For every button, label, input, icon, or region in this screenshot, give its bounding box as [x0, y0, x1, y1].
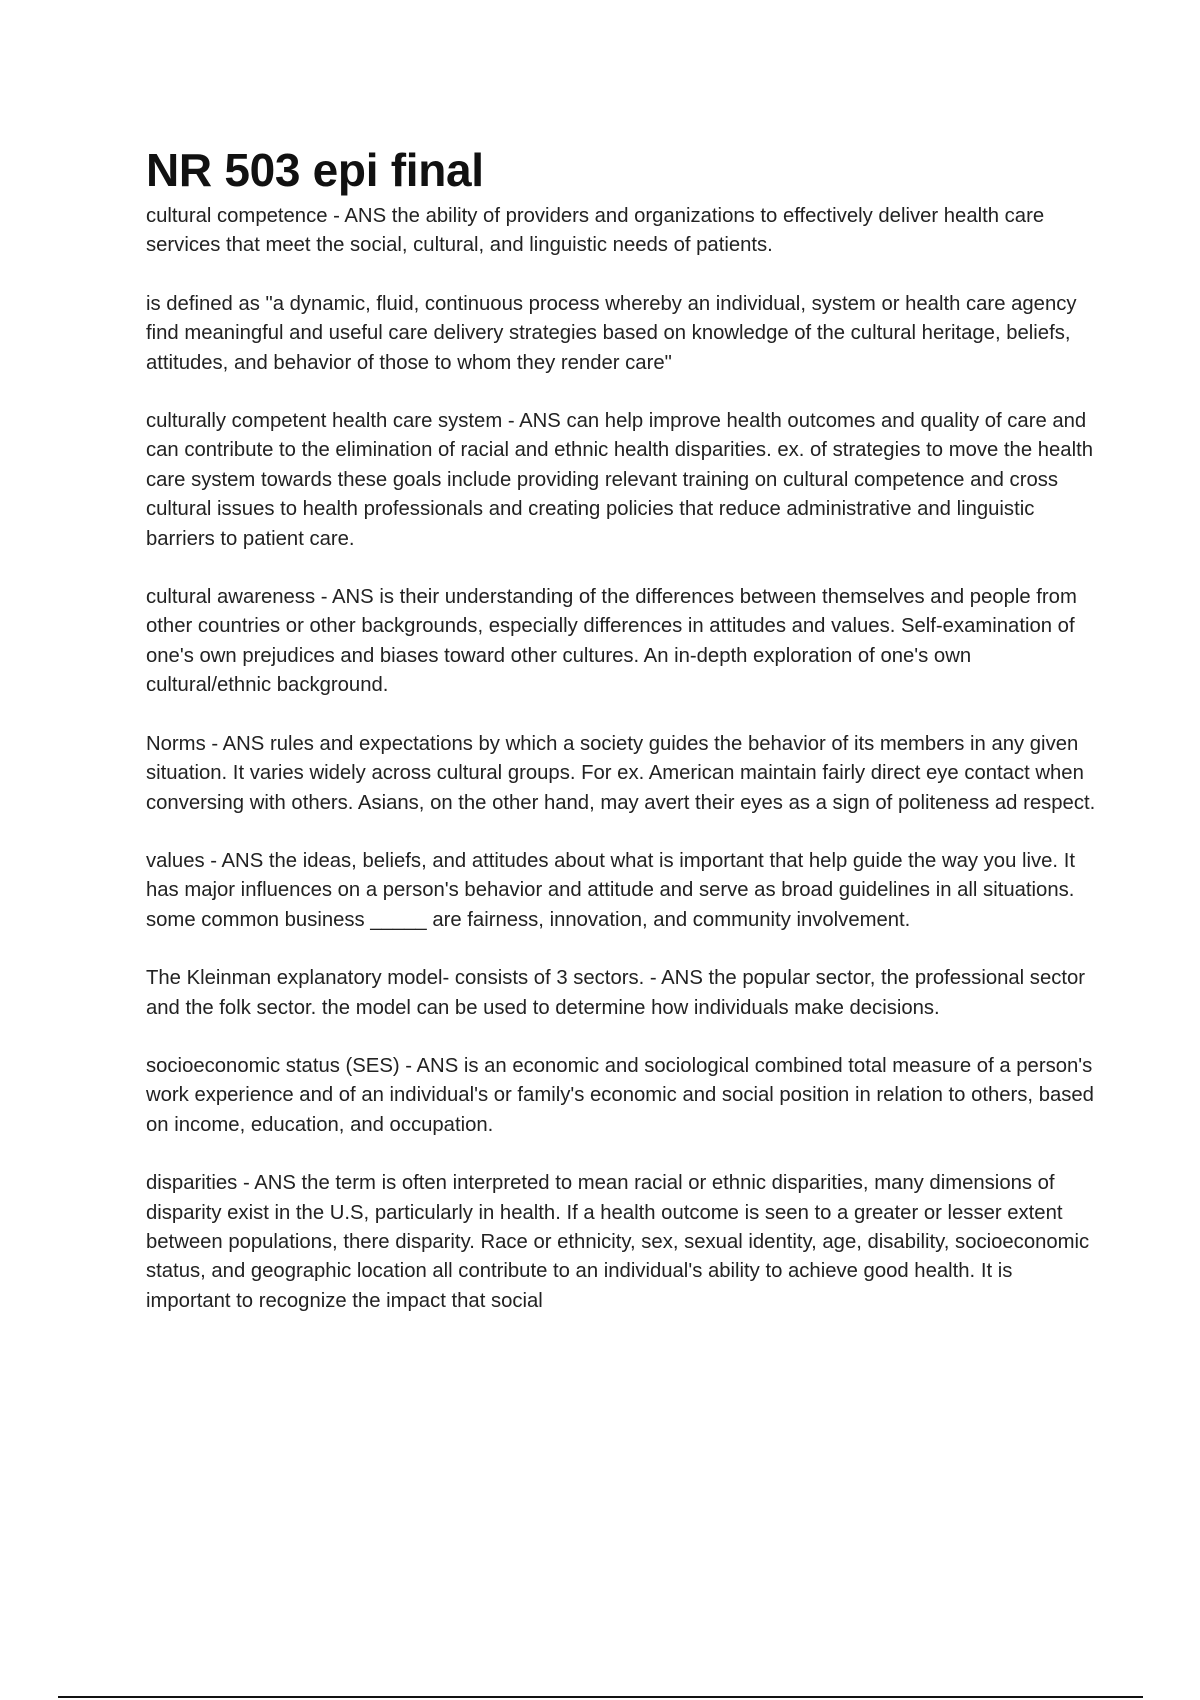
page-bottom-rule — [58, 1696, 1143, 1698]
entry-culturally-competent-system: culturally competent health care system - ANS can help improve health outcomes and quality of care and can contribute to the elimination of racial and ethnic health disparities. ex. of strategies to move the health care system towards these goals include providing relevant training on cultural competence and cross cultural issues to health professionals and creating policies that reduce administrative and linguistic barriers to patient care. — [146, 410, 1094, 550]
entry-socioeconomic-status: socioeconomic status (SES) - ANS is an economic and sociological combined total measure of a person's work experience and of an individual's or family's economic and social position in relation to others, based on income, education, and occupation. — [146, 1054, 1094, 1136]
entry-cultural-awareness: cultural awareness - ANS is their understanding of the differences between themselves and people from other countries or other backgrounds, especially differences in attitudes and values. Self-examination of one's own prejudices and biases toward other cultures. An in-depth exploration of one's own cultural/ethnic background. — [146, 586, 1077, 697]
entry-disparities: disparities - ANS the term is often interpreted to mean racial or ethnic disparities, many dimensions of disparity exist in the U.S, particularly in health. If a health outcome is seen to a greater or lesser extent between populations, there disparity. Race or ethnicity, sex, sexual identity, age, disability, socioeconomic status, and geographic location all contribute to an individual's ability to achieve good health. It is important to recognize the impact that social — [146, 1172, 1090, 1312]
entry-kleinman-model: The Kleinman explanatory model- consists of 3 sectors. - ANS the popular sector, the professional sector and the folk sector. the model can be used to determine how individuals make decisions. — [146, 967, 1086, 1019]
entry-values: values - ANS the ideas, beliefs, and attitudes about what is important that help guide the way you live. It has major influences on a person's behavior and attitude and serve as broad guidelines in all situations. some common business _____ are fairness, innovation, and community involvement. — [146, 849, 1075, 931]
entry-definition: is defined as "a dynamic, fluid, continuous process whereby an individual, system or health care agency find meaningful and useful care delivery strategies based on knowledge of the cultural heritage, beliefs, attitudes, and behavior of those to whom they render care" — [146, 292, 1077, 374]
entry-norms: Norms - ANS rules and expectations by which a society guides the behavior of its members in any given situation. It varies widely across cultural groups. For ex. American maintain fairly direct eye contact when conversing with others. Asians, on the other hand, may avert their eyes as a sign of politeness ad respect. — [146, 732, 1096, 814]
document-page — [146, 142, 1096, 1345]
document-title: NR 503 epi final — [146, 144, 484, 196]
entry-cultural-competence: cultural competence - ANS the ability of providers and organizations to effectively deliver health care services that meet the social, cultural, and linguistic needs of patients. — [146, 205, 1045, 257]
